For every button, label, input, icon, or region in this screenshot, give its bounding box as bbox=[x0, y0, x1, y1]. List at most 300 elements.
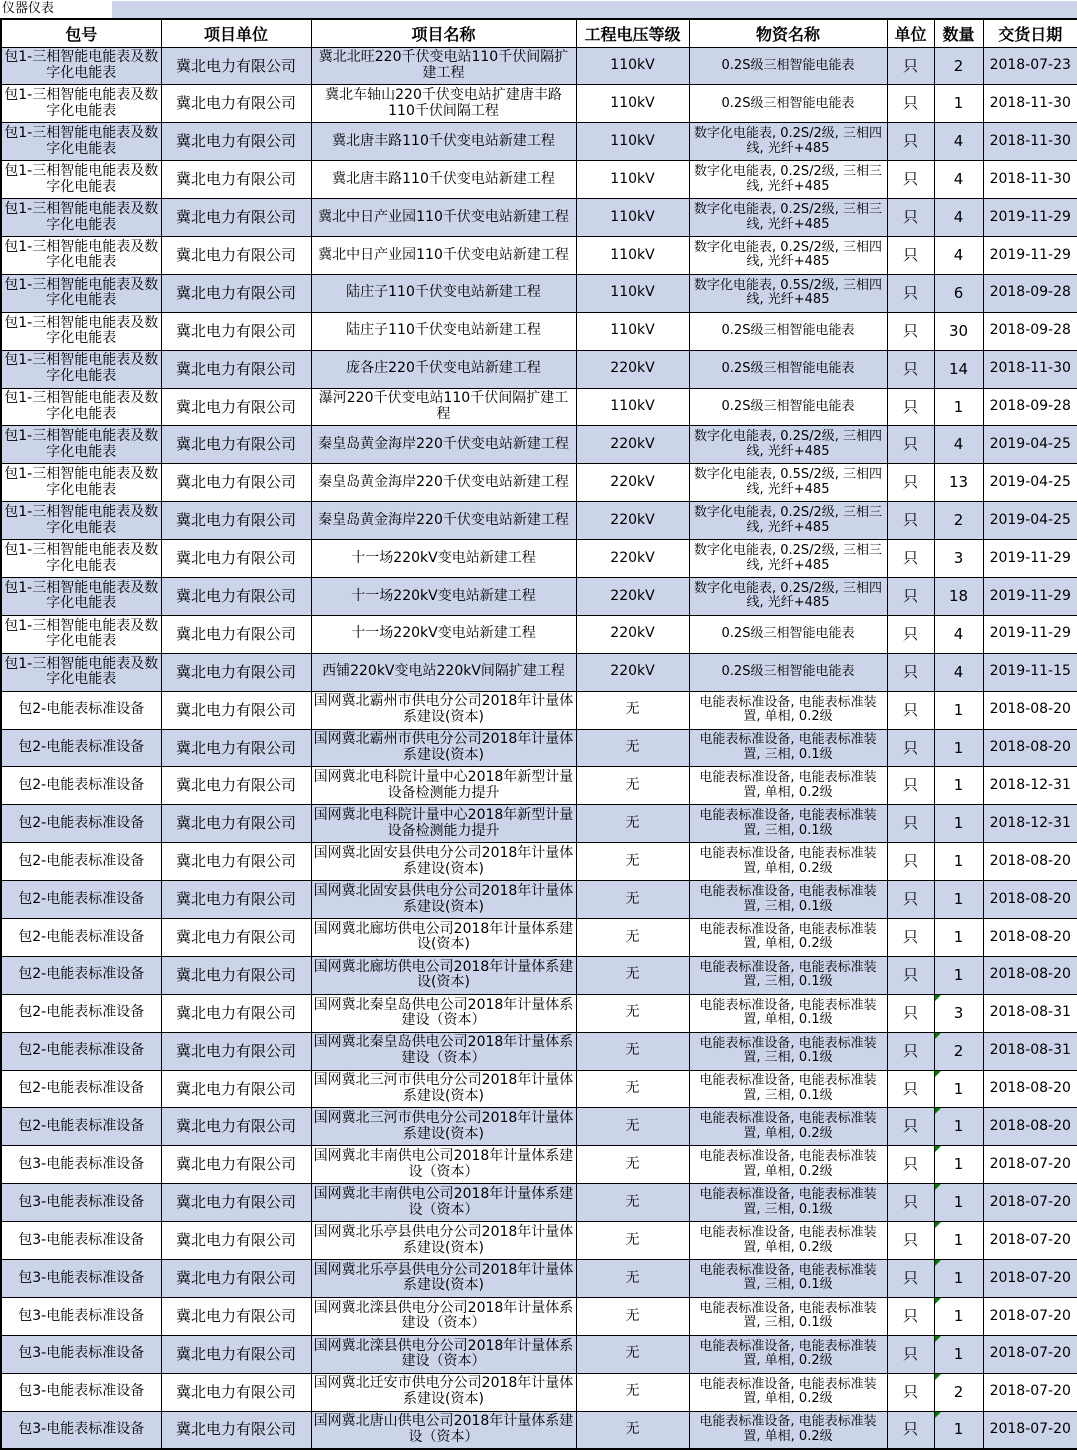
cell-material: 电能表标准设备, 电能表标准装置, 单相, 0.1级 bbox=[689, 994, 887, 1032]
table-row bbox=[1, 881, 1077, 919]
error-flag-triangle-icon bbox=[935, 1222, 941, 1228]
qty-value: 1 bbox=[953, 1155, 964, 1174]
cell-date: 2019-04-25 bbox=[983, 464, 1077, 502]
cell-material: 电能表标准设备, 电能表标准装置, 单相, 0.2级 bbox=[689, 1411, 887, 1449]
cell-material: 电能表标准设备, 电能表标准装置, 单相, 0.2级 bbox=[689, 918, 887, 956]
cell-pkg: 包2-电能表标准设备 bbox=[1, 843, 161, 881]
cell-pkg: 包2-电能表标准设备 bbox=[1, 994, 161, 1032]
cell-project: 冀北车轴山220千伏变电站扩建唐丰路110千伏间隔工程 bbox=[311, 85, 576, 123]
cell-qty bbox=[934, 653, 983, 691]
cell-org: 冀北电力有限公司 bbox=[161, 729, 311, 767]
cell-voltage: 220kV bbox=[576, 653, 689, 691]
table-row bbox=[1, 464, 1077, 502]
cell-voltage: 无 bbox=[576, 767, 689, 805]
cell-pkg: 包1-三相智能电能表及数字化电能表 bbox=[1, 426, 161, 464]
table-row bbox=[1, 843, 1077, 881]
table-row bbox=[1, 615, 1077, 653]
cell-org: 冀北电力有限公司 bbox=[161, 805, 311, 843]
cell-unit: 只 bbox=[887, 1146, 934, 1184]
cell-date: 2019-11-15 bbox=[983, 653, 1077, 691]
cell-qty bbox=[934, 956, 983, 994]
error-flag-triangle-icon bbox=[935, 1260, 941, 1266]
qty-value: 14 bbox=[948, 359, 969, 378]
cell-pkg: 包2-电能表标准设备 bbox=[1, 1032, 161, 1070]
cell-org: 冀北电力有限公司 bbox=[161, 47, 311, 85]
cell-date: 2019-11-29 bbox=[983, 236, 1077, 274]
error-flag-triangle-icon bbox=[935, 1298, 941, 1304]
cell-voltage: 无 bbox=[576, 956, 689, 994]
cell-material: 电能表标准设备, 电能表标准装置, 三相, 0.1级 bbox=[689, 805, 887, 843]
cell-material: 电能表标准设备, 电能表标准装置, 单相, 0.2级 bbox=[689, 1146, 887, 1184]
cell-qty bbox=[934, 1184, 983, 1222]
cell-date: 2018-09-28 bbox=[983, 388, 1077, 426]
cell-date: 2018-07-23 bbox=[983, 47, 1077, 85]
cell-material: 电能表标准设备, 电能表标准装置, 三相, 0.1级 bbox=[689, 956, 887, 994]
cell-pkg: 包3-电能表标准设备 bbox=[1, 1146, 161, 1184]
cell-voltage: 110kV bbox=[576, 85, 689, 123]
cell-org: 冀北电力有限公司 bbox=[161, 1184, 311, 1222]
column-header-1: 项目单位 bbox=[161, 19, 311, 47]
cell-project: 国网冀北电科院计量中心2018年新型计量设备检测能力提升 bbox=[311, 767, 576, 805]
cell-voltage: 110kV bbox=[576, 199, 689, 237]
cell-qty bbox=[934, 464, 983, 502]
error-flag-triangle-icon bbox=[935, 1374, 941, 1380]
cell-qty bbox=[934, 1146, 983, 1184]
cell-date: 2018-08-31 bbox=[983, 994, 1077, 1032]
column-header-7: 交货日期 bbox=[983, 19, 1077, 47]
table-row bbox=[1, 767, 1077, 805]
qty-value: 1 bbox=[953, 700, 964, 719]
error-flag-triangle-icon bbox=[935, 1336, 941, 1342]
table-row bbox=[1, 956, 1077, 994]
cell-date: 2018-08-20 bbox=[983, 918, 1077, 956]
cell-pkg: 包1-三相智能电能表及数字化电能表 bbox=[1, 615, 161, 653]
qty-value: 2 bbox=[953, 1041, 964, 1060]
cell-qty bbox=[934, 1070, 983, 1108]
cell-date: 2018-07-20 bbox=[983, 1146, 1077, 1184]
cell-pkg: 包2-电能表标准设备 bbox=[1, 956, 161, 994]
cell-voltage: 220kV bbox=[576, 350, 689, 388]
cell-org: 冀北电力有限公司 bbox=[161, 274, 311, 312]
cell-qty bbox=[934, 85, 983, 123]
cell-date: 2019-04-25 bbox=[983, 502, 1077, 540]
qty-value: 4 bbox=[953, 132, 964, 151]
qty-value: 1 bbox=[953, 1420, 964, 1439]
cell-voltage: 无 bbox=[576, 1146, 689, 1184]
cell-material: 电能表标准设备, 电能表标准装置, 三相, 0.1级 bbox=[689, 1184, 887, 1222]
cell-material: 电能表标准设备, 电能表标准装置, 三相, 0.1级 bbox=[689, 1032, 887, 1070]
cell-voltage: 无 bbox=[576, 918, 689, 956]
cell-project: 陆庄子110千伏变电站新建工程 bbox=[311, 274, 576, 312]
cell-unit: 只 bbox=[887, 691, 934, 729]
cell-qty bbox=[934, 729, 983, 767]
cell-org: 冀北电力有限公司 bbox=[161, 1297, 311, 1335]
table-header-row bbox=[1, 19, 1077, 47]
cell-project: 国网冀北滦县供电分公司2018年计量体系建设（资本） bbox=[311, 1335, 576, 1373]
cell-pkg: 包1-三相智能电能表及数字化电能表 bbox=[1, 85, 161, 123]
cell-qty bbox=[934, 805, 983, 843]
cell-date: 2019-04-25 bbox=[983, 426, 1077, 464]
cell-qty bbox=[934, 274, 983, 312]
cell-date: 2018-08-20 bbox=[983, 691, 1077, 729]
cell-voltage: 无 bbox=[576, 1260, 689, 1298]
cell-qty bbox=[934, 502, 983, 540]
cell-date: 2018-08-20 bbox=[983, 729, 1077, 767]
cell-voltage: 220kV bbox=[576, 540, 689, 578]
cell-voltage: 无 bbox=[576, 1032, 689, 1070]
cell-date: 2018-07-20 bbox=[983, 1373, 1077, 1411]
cell-org: 冀北电力有限公司 bbox=[161, 1032, 311, 1070]
qty-value: 1 bbox=[953, 1193, 964, 1212]
cell-project: 国网冀北三河市供电分公司2018年计量体系建设(资本) bbox=[311, 1070, 576, 1108]
cell-project: 国网冀北霸州市供电分公司2018年计量体系建设(资本) bbox=[311, 729, 576, 767]
qty-value: 1 bbox=[953, 1344, 964, 1363]
cell-material: 电能表标准设备, 电能表标准装置, 单相, 0.2级 bbox=[689, 1222, 887, 1260]
cell-unit: 只 bbox=[887, 350, 934, 388]
cell-voltage: 110kV bbox=[576, 123, 689, 161]
cell-date: 2018-12-31 bbox=[983, 767, 1077, 805]
cell-voltage: 无 bbox=[576, 691, 689, 729]
qty-value: 1 bbox=[953, 814, 964, 833]
qty-value: 4 bbox=[953, 170, 964, 189]
cell-qty bbox=[934, 1373, 983, 1411]
table-row bbox=[1, 85, 1077, 123]
cell-unit: 只 bbox=[887, 1297, 934, 1335]
cell-unit: 只 bbox=[887, 1184, 934, 1222]
cell-project: 冀北北旺220千伏变电站110千伏间隔扩建工程 bbox=[311, 47, 576, 85]
cell-unit: 只 bbox=[887, 1335, 934, 1373]
cell-unit: 只 bbox=[887, 1032, 934, 1070]
table-row bbox=[1, 918, 1077, 956]
cell-voltage: 无 bbox=[576, 1411, 689, 1449]
cell-voltage: 110kV bbox=[576, 47, 689, 85]
cell-date: 2018-07-20 bbox=[983, 1297, 1077, 1335]
cell-project: 国网冀北秦皇岛供电公司2018年计量体系建设（资本） bbox=[311, 994, 576, 1032]
table-row bbox=[1, 1373, 1077, 1411]
cell-date: 2018-08-20 bbox=[983, 1070, 1077, 1108]
cell-date: 2018-08-20 bbox=[983, 1108, 1077, 1146]
cell-material: 0.2S级三相智能电能表 bbox=[689, 388, 887, 426]
cell-qty bbox=[934, 918, 983, 956]
cell-org: 冀北电力有限公司 bbox=[161, 615, 311, 653]
cell-voltage: 110kV bbox=[576, 312, 689, 350]
cell-date: 2019-11-29 bbox=[983, 199, 1077, 237]
cell-voltage: 无 bbox=[576, 729, 689, 767]
cell-project: 十一场220kV变电站新建工程 bbox=[311, 540, 576, 578]
cell-org: 冀北电力有限公司 bbox=[161, 1335, 311, 1373]
cell-date: 2018-07-20 bbox=[983, 1222, 1077, 1260]
cell-material: 电能表标准设备, 电能表标准装置, 三相, 0.1级 bbox=[689, 881, 887, 919]
cell-qty bbox=[934, 540, 983, 578]
cell-unit: 只 bbox=[887, 502, 934, 540]
cell-unit: 只 bbox=[887, 426, 934, 464]
cell-project: 秦皇岛黄金海岸220千伏变电站新建工程 bbox=[311, 426, 576, 464]
qty-value: 1 bbox=[953, 1117, 964, 1136]
qty-value: 1 bbox=[953, 1269, 964, 1288]
cell-voltage: 无 bbox=[576, 1222, 689, 1260]
qty-value: 1 bbox=[953, 94, 964, 113]
column-header-5: 单位 bbox=[887, 19, 934, 47]
cell-org: 冀北电力有限公司 bbox=[161, 1260, 311, 1298]
cell-material: 数字化电能表, 0.2S/2级, 三相四线, 光纤+485 bbox=[689, 577, 887, 615]
table-row bbox=[1, 426, 1077, 464]
cell-project: 冀北唐丰路110千伏变电站新建工程 bbox=[311, 123, 576, 161]
cell-project: 十一场220kV变电站新建工程 bbox=[311, 615, 576, 653]
cell-pkg: 包2-电能表标准设备 bbox=[1, 1070, 161, 1108]
cell-date: 2019-11-29 bbox=[983, 577, 1077, 615]
cell-unit: 只 bbox=[887, 1070, 934, 1108]
cell-voltage: 220kV bbox=[576, 426, 689, 464]
cell-pkg: 包3-电能表标准设备 bbox=[1, 1222, 161, 1260]
cell-qty bbox=[934, 426, 983, 464]
cell-qty bbox=[934, 161, 983, 199]
column-header-4: 物资名称 bbox=[689, 19, 887, 47]
cell-unit: 只 bbox=[887, 843, 934, 881]
qty-value: 4 bbox=[953, 624, 964, 643]
cell-voltage: 220kV bbox=[576, 464, 689, 502]
cell-pkg: 包1-三相智能电能表及数字化电能表 bbox=[1, 47, 161, 85]
sheet-title: 仪器仪表 bbox=[0, 1, 112, 18]
cell-unit: 只 bbox=[887, 1108, 934, 1146]
cell-pkg: 包3-电能表标准设备 bbox=[1, 1335, 161, 1373]
qty-value: 1 bbox=[953, 776, 964, 795]
error-flag-triangle-icon bbox=[935, 995, 941, 1001]
table-row bbox=[1, 161, 1077, 199]
cell-voltage: 无 bbox=[576, 881, 689, 919]
qty-value: 1 bbox=[953, 928, 964, 947]
table-row bbox=[1, 199, 1077, 237]
cell-project: 国网冀北廊坊供电公司2018年计量体系建设(资本) bbox=[311, 918, 576, 956]
cell-material: 电能表标准设备, 电能表标准装置, 三相, 0.1级 bbox=[689, 1260, 887, 1298]
cell-pkg: 包3-电能表标准设备 bbox=[1, 1411, 161, 1449]
qty-value: 3 bbox=[953, 1003, 964, 1022]
cell-date: 2018-11-30 bbox=[983, 123, 1077, 161]
cell-material: 数字化电能表, 0.2S/2级, 三相四线, 光纤+485 bbox=[689, 236, 887, 274]
cell-voltage: 110kV bbox=[576, 388, 689, 426]
cell-project: 西铺220kV变电站220kV间隔扩建工程 bbox=[311, 653, 576, 691]
cell-pkg: 包1-三相智能电能表及数字化电能表 bbox=[1, 502, 161, 540]
table-row bbox=[1, 805, 1077, 843]
cell-voltage: 无 bbox=[576, 843, 689, 881]
table-row bbox=[1, 1032, 1077, 1070]
table-row bbox=[1, 123, 1077, 161]
qty-value: 4 bbox=[953, 208, 964, 227]
table-row bbox=[1, 1335, 1077, 1373]
cell-material: 0.2S级三相智能电能表 bbox=[689, 47, 887, 85]
cell-unit: 只 bbox=[887, 85, 934, 123]
cell-voltage: 110kV bbox=[576, 236, 689, 274]
qty-value: 1 bbox=[953, 890, 964, 909]
table-row bbox=[1, 274, 1077, 312]
table-row bbox=[1, 388, 1077, 426]
column-header-0: 包号 bbox=[1, 19, 161, 47]
cell-project: 国网冀北乐亭县供电分公司2018年计量体系建设(资本) bbox=[311, 1222, 576, 1260]
cell-date: 2018-07-20 bbox=[983, 1335, 1077, 1373]
cell-voltage: 220kV bbox=[576, 615, 689, 653]
cell-unit: 只 bbox=[887, 994, 934, 1032]
cell-org: 冀北电力有限公司 bbox=[161, 161, 311, 199]
cell-voltage: 无 bbox=[576, 1108, 689, 1146]
cell-date: 2018-07-20 bbox=[983, 1184, 1077, 1222]
cell-material: 电能表标准设备, 电能表标准装置, 单相, 0.2级 bbox=[689, 1373, 887, 1411]
cell-date: 2018-08-20 bbox=[983, 843, 1077, 881]
cell-org: 冀北电力有限公司 bbox=[161, 1373, 311, 1411]
cell-date: 2018-08-20 bbox=[983, 881, 1077, 919]
cell-qty bbox=[934, 843, 983, 881]
cell-project: 冀北中日产业园110千伏变电站新建工程 bbox=[311, 236, 576, 274]
table-row bbox=[1, 312, 1077, 350]
cell-project: 国网冀北滦县供电分公司2018年计量体系建设（资本） bbox=[311, 1297, 576, 1335]
sheet-header-strip bbox=[0, 0, 1077, 18]
cell-pkg: 包2-电能表标准设备 bbox=[1, 1108, 161, 1146]
cell-org: 冀北电力有限公司 bbox=[161, 464, 311, 502]
qty-value: 4 bbox=[953, 662, 964, 681]
table-row bbox=[1, 540, 1077, 578]
qty-value: 1 bbox=[953, 397, 964, 416]
cell-unit: 只 bbox=[887, 767, 934, 805]
cell-voltage: 220kV bbox=[576, 502, 689, 540]
cell-pkg: 包1-三相智能电能表及数字化电能表 bbox=[1, 388, 161, 426]
cell-date: 2018-09-28 bbox=[983, 274, 1077, 312]
cell-project: 十一场220kV变电站新建工程 bbox=[311, 577, 576, 615]
cell-unit: 只 bbox=[887, 161, 934, 199]
cell-org: 冀北电力有限公司 bbox=[161, 767, 311, 805]
cell-voltage: 无 bbox=[576, 1373, 689, 1411]
cell-date: 2018-11-30 bbox=[983, 350, 1077, 388]
table-row bbox=[1, 1070, 1077, 1108]
cell-project: 国网冀北秦皇岛供电公司2018年计量体系建设（资本） bbox=[311, 1032, 576, 1070]
cell-pkg: 包3-电能表标准设备 bbox=[1, 1297, 161, 1335]
cell-qty bbox=[934, 994, 983, 1032]
qty-value: 1 bbox=[953, 852, 964, 871]
cell-unit: 只 bbox=[887, 1411, 934, 1449]
cell-project: 国网冀北迁安市供电分公司2018年计量体系建设(资本) bbox=[311, 1373, 576, 1411]
cell-material: 电能表标准设备, 电能表标准装置, 单相, 0.2级 bbox=[689, 767, 887, 805]
cell-voltage: 110kV bbox=[576, 274, 689, 312]
cell-pkg: 包3-电能表标准设备 bbox=[1, 1184, 161, 1222]
cell-qty bbox=[934, 691, 983, 729]
cell-material: 数字化电能表, 0.5S/2级, 三相四线, 光纤+485 bbox=[689, 464, 887, 502]
cell-date: 2018-11-30 bbox=[983, 85, 1077, 123]
cell-org: 冀北电力有限公司 bbox=[161, 1146, 311, 1184]
cell-unit: 只 bbox=[887, 47, 934, 85]
cell-org: 冀北电力有限公司 bbox=[161, 540, 311, 578]
cell-org: 冀北电力有限公司 bbox=[161, 1222, 311, 1260]
cell-project: 国网冀北电科院计量中心2018年新型计量设备检测能力提升 bbox=[311, 805, 576, 843]
cell-qty bbox=[934, 312, 983, 350]
cell-material: 0.2S级三相智能电能表 bbox=[689, 615, 887, 653]
cell-unit: 只 bbox=[887, 274, 934, 312]
cell-org: 冀北电力有限公司 bbox=[161, 1070, 311, 1108]
error-flag-triangle-icon bbox=[935, 1146, 941, 1152]
cell-pkg: 包1-三相智能电能表及数字化电能表 bbox=[1, 312, 161, 350]
cell-pkg: 包3-电能表标准设备 bbox=[1, 1373, 161, 1411]
error-flag-triangle-icon bbox=[935, 1033, 941, 1039]
cell-qty bbox=[934, 615, 983, 653]
cell-material: 电能表标准设备, 电能表标准装置, 三相, 0.1级 bbox=[689, 1070, 887, 1108]
error-flag-triangle-icon bbox=[935, 1071, 941, 1077]
cell-project: 冀北唐丰路110千伏变电站新建工程 bbox=[311, 161, 576, 199]
cell-unit: 只 bbox=[887, 615, 934, 653]
cell-pkg: 包1-三相智能电能表及数字化电能表 bbox=[1, 161, 161, 199]
cell-qty bbox=[934, 1411, 983, 1449]
cell-qty bbox=[934, 767, 983, 805]
cell-org: 冀北电力有限公司 bbox=[161, 236, 311, 274]
qty-value: 13 bbox=[948, 473, 969, 492]
table-row bbox=[1, 1260, 1077, 1298]
cell-qty bbox=[934, 1260, 983, 1298]
cell-unit: 只 bbox=[887, 540, 934, 578]
cell-org: 冀北电力有限公司 bbox=[161, 199, 311, 237]
cell-qty bbox=[934, 1297, 983, 1335]
cell-date: 2018-09-28 bbox=[983, 312, 1077, 350]
cell-date: 2019-11-29 bbox=[983, 540, 1077, 578]
table-row bbox=[1, 1146, 1077, 1184]
table-row bbox=[1, 1411, 1077, 1449]
cell-material: 数字化电能表, 0.2S/2级, 三相三线, 光纤+485 bbox=[689, 199, 887, 237]
error-flag-triangle-icon bbox=[935, 1108, 941, 1114]
cell-pkg: 包1-三相智能电能表及数字化电能表 bbox=[1, 236, 161, 274]
table-row bbox=[1, 1184, 1077, 1222]
cell-qty bbox=[934, 1108, 983, 1146]
cell-material: 数字化电能表, 0.2S/2级, 三相四线, 光纤+485 bbox=[689, 123, 887, 161]
cell-material: 0.2S级三相智能电能表 bbox=[689, 85, 887, 123]
cell-material: 0.2S级三相智能电能表 bbox=[689, 653, 887, 691]
qty-value: 2 bbox=[953, 1382, 964, 1401]
column-header-2: 项目名称 bbox=[311, 19, 576, 47]
cell-date: 2018-12-31 bbox=[983, 805, 1077, 843]
cell-voltage: 无 bbox=[576, 994, 689, 1032]
cell-org: 冀北电力有限公司 bbox=[161, 85, 311, 123]
cell-project: 国网冀北唐山供电公司2018年计量体系建设（资本） bbox=[311, 1411, 576, 1449]
table-row bbox=[1, 577, 1077, 615]
cell-pkg: 包2-电能表标准设备 bbox=[1, 881, 161, 919]
cell-material: 电能表标准设备, 电能表标准装置, 三相, 0.1级 bbox=[689, 1297, 887, 1335]
table-row bbox=[1, 653, 1077, 691]
cell-org: 冀北电力有限公司 bbox=[161, 653, 311, 691]
cell-voltage: 无 bbox=[576, 805, 689, 843]
cell-unit: 只 bbox=[887, 1373, 934, 1411]
qty-value: 4 bbox=[953, 435, 964, 454]
cell-voltage: 无 bbox=[576, 1184, 689, 1222]
table-row bbox=[1, 1108, 1077, 1146]
cell-unit: 只 bbox=[887, 881, 934, 919]
cell-material: 数字化电能表, 0.5S/2级, 三相四线, 光纤+485 bbox=[689, 274, 887, 312]
cell-unit: 只 bbox=[887, 388, 934, 426]
cell-material: 0.2S级三相智能电能表 bbox=[689, 350, 887, 388]
cell-material: 电能表标准设备, 电能表标准装置, 单相, 0.2级 bbox=[689, 691, 887, 729]
error-flag-triangle-icon bbox=[935, 1412, 941, 1418]
qty-value: 30 bbox=[948, 321, 969, 340]
cell-qty bbox=[934, 388, 983, 426]
cell-date: 2018-07-20 bbox=[983, 1411, 1077, 1449]
qty-value: 3 bbox=[953, 549, 964, 568]
cell-project: 国网冀北固安县供电分公司2018年计量体系建设(资本) bbox=[311, 881, 576, 919]
cell-org: 冀北电力有限公司 bbox=[161, 312, 311, 350]
cell-org: 冀北电力有限公司 bbox=[161, 956, 311, 994]
cell-unit: 只 bbox=[887, 1260, 934, 1298]
table-row bbox=[1, 1222, 1077, 1260]
cell-pkg: 包1-三相智能电能表及数字化电能表 bbox=[1, 274, 161, 312]
cell-unit: 只 bbox=[887, 577, 934, 615]
cell-project: 冀北中日产业园110千伏变电站新建工程 bbox=[311, 199, 576, 237]
cell-pkg: 包1-三相智能电能表及数字化电能表 bbox=[1, 540, 161, 578]
cell-pkg: 包1-三相智能电能表及数字化电能表 bbox=[1, 123, 161, 161]
cell-project: 国网冀北廊坊供电公司2018年计量体系建设(资本) bbox=[311, 956, 576, 994]
qty-value: 1 bbox=[953, 965, 964, 984]
cell-org: 冀北电力有限公司 bbox=[161, 350, 311, 388]
cell-pkg: 包2-电能表标准设备 bbox=[1, 729, 161, 767]
